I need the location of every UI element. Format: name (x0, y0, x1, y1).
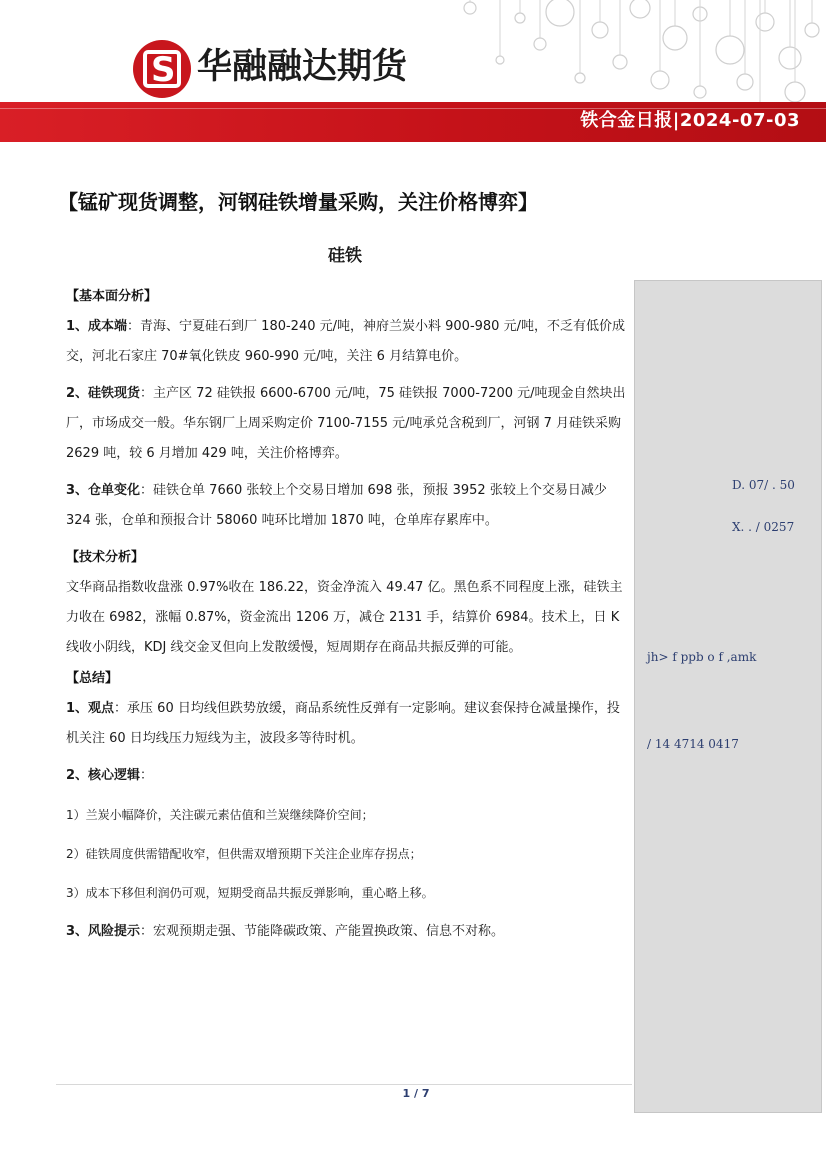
logic-label: 2、核心逻辑 (66, 768, 141, 783)
summary-heading: 【总结】 (66, 671, 119, 686)
bubble-circle (785, 82, 805, 102)
view-text: ：承压 60 日均线但跌势放缓，商品系统性反弹有一定影响。建议套保持仓减量操作，投机关注 60 日均线压力短线为主，波段多等待时机。 (66, 701, 620, 746)
bubble-circle (546, 0, 574, 26)
logic-colon: ： (140, 768, 154, 783)
item-text: ：硅铁仓单 7660 张较上个交易日增加 698 张，预报 3952 张较上个交易日减少 324 张，仓单和预报合计 58060 吨环比增加 1870 吨，仓单库存累库中。 (66, 483, 607, 528)
bubble-circle (592, 22, 608, 38)
item-label: 2、硅铁现货 (66, 386, 141, 401)
fundamentals-heading: 【基本面分析】 (66, 289, 158, 304)
summary-view (66, 694, 626, 754)
bubble-circle (651, 71, 669, 89)
bubble-circle (805, 23, 819, 37)
brand-name: 华融融达期货 (197, 47, 408, 87)
risk-label: 3、风险提示 (66, 924, 141, 939)
bubble-circle (779, 47, 801, 69)
logo-frame (143, 50, 181, 88)
sidebar-line-1: D. 07/ . 50 (732, 478, 795, 492)
sidebar-line-4: / 14 4714 0417 (647, 737, 739, 751)
company-logo (133, 40, 191, 98)
page-number: 1 / 7 (402, 1087, 430, 1100)
item-label: 3、仓单变化 (66, 483, 141, 498)
bubble-circle (663, 26, 687, 50)
bubble-circle (716, 36, 744, 64)
logic-point-2: 2）硅铁周度供需错配收窄，但供需双增预期下关注企业库存拐点； (66, 847, 422, 861)
footer-divider (56, 1084, 632, 1085)
bubble-circle (515, 13, 525, 23)
item-label: 1、成本端 (66, 319, 128, 334)
fundamentals-item-cost (66, 312, 626, 372)
sidebar-line-3: jh> f ppb o f ,amk (647, 650, 757, 664)
bubble-circle (464, 2, 476, 14)
bubble-circle (756, 13, 774, 31)
page-header (0, 0, 826, 142)
bubble-circle (613, 55, 627, 69)
bubble-circle (496, 56, 504, 64)
risk-text: ：宏观预期走强、节能降碳政策、产能置换政策、信息不对称。 (140, 924, 505, 939)
fundamentals-item-spot (66, 379, 626, 469)
item-text: ：青海、宁夏硅石到厂 180-240 元/吨，神府兰炭小料 900-980 元/吨，不乏有低价成交，河北石家庄 70#氧化铁皮 960-990 元/吨，关注 6 月结算电价。 (66, 319, 625, 364)
summary-logic (66, 761, 626, 791)
logo-glyph: S (151, 50, 176, 90)
sidebar-line-2: X. . / 0257 (732, 520, 795, 534)
bubble-circle (630, 0, 650, 18)
bubble-circle (694, 86, 706, 98)
view-label: 1、观点 (66, 701, 115, 716)
logic-point-3: 3）成本下移但利润仍可观，短期受商品共振反弹影响，重心略上移。 (66, 886, 434, 900)
bubble-circle (575, 73, 585, 83)
report-content (66, 282, 626, 954)
fundamentals-item-warehouse (66, 476, 626, 536)
main-title: 【锰矿现货调整，河钢硅铁增量采购，关注价格博弈】 (58, 190, 538, 214)
logic-point-1: 1）兰炭小幅降价，关注碳元素估值和兰炭继续降价空间； (66, 808, 374, 822)
bubble-circle (737, 74, 753, 90)
item-text: ：主产区 72 硅铁报 6600-6700 元/吨，75 硅铁报 7000-7200 元/吨现金自然块出厂，市场成交一般。华东钢厂上周采购定价 7100-7155 元/吨承兑含税到厂，河钢 7 月硅铁采购 2629 吨，较 6 月增加 429 吨，关注价格博弈。 (66, 386, 626, 461)
sidebar-panel (634, 280, 822, 1113)
technical-text: 文华商品指数收盘涨 0.97%收在 186.22，资金净流入 49.47 亿。黑色系不同程度上涨，硅铁主力收在 6982，涨幅 0.87%，资金流出 1206 万，减仓 2131 手，结算价 6984。技术上，日 K 线收小阴线，KDJ 线交金叉但向上发散缓慢，短周期存在商品共振反弹的可能。 (66, 580, 623, 655)
bubble-circle (534, 38, 546, 50)
summary-risk (66, 917, 626, 947)
report-title: 铁合金日报|2024-07-03 (580, 110, 800, 131)
section-title: 硅铁 (328, 246, 362, 266)
technical-heading: 【技术分析】 (66, 550, 145, 565)
